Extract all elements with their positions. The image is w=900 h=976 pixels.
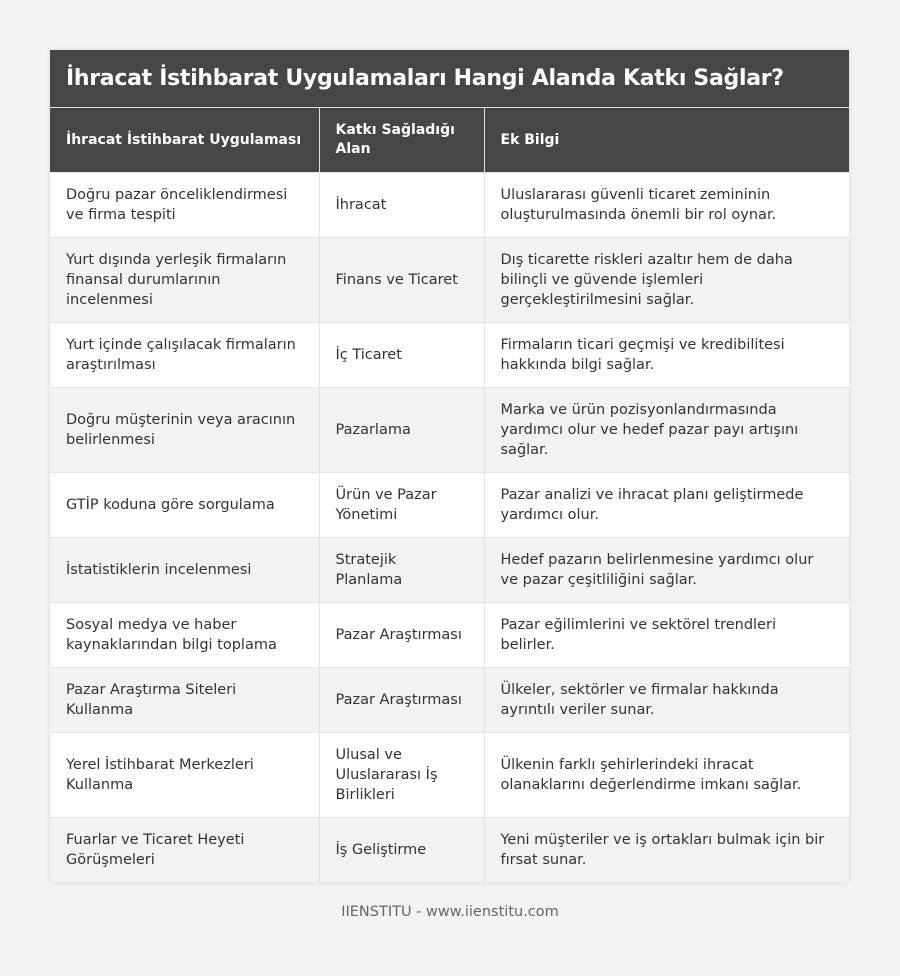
cell-application: İstatistiklerin incelenmesi bbox=[50, 538, 319, 603]
table-row bbox=[50, 323, 849, 388]
cell-application: GTİP koduna göre sorgulama bbox=[50, 473, 319, 538]
column-header-area: Katkı Sağladığı Alan bbox=[319, 108, 484, 173]
table-row bbox=[50, 733, 849, 818]
table-row bbox=[50, 388, 849, 473]
cell-area: İhracat bbox=[319, 173, 484, 238]
cell-extra-info: Dış ticarette riskleri azaltır hem de daha bilinçli ve güvende işlemleri gerçekleştirilmesini sağlar. bbox=[484, 238, 849, 323]
table-row bbox=[50, 473, 849, 538]
cell-application: Yerel İstihbarat Merkezleri Kullanma bbox=[50, 733, 319, 818]
cell-application: Yurt içinde çalışılacak firmaların araştırılması bbox=[50, 323, 319, 388]
cell-extra-info: Firmaların ticari geçmişi ve kredibilitesi hakkında bilgi sağlar. bbox=[484, 323, 849, 388]
cell-extra-info: Ülkeler, sektörler ve firmalar hakkında ayrıntılı veriler sunar. bbox=[484, 668, 849, 733]
table-row bbox=[50, 173, 849, 238]
footer-credit: IIENSTITU - www.iienstitu.com bbox=[341, 904, 559, 920]
table-row bbox=[50, 603, 849, 668]
cell-area: Pazarlama bbox=[319, 388, 484, 473]
cell-extra-info: Ülkenin farklı şehirlerindeki ihracat olanaklarını değerlendirme imkanı sağlar. bbox=[484, 733, 849, 818]
cell-extra-info: Yeni müşteriler ve iş ortakları bulmak için bir fırsat sunar. bbox=[484, 818, 849, 883]
cell-application: Pazar Araştırma Siteleri Kullanma bbox=[50, 668, 319, 733]
table-row bbox=[50, 668, 849, 733]
cell-area: İç Ticaret bbox=[319, 323, 484, 388]
cell-area: Stratejik Planlama bbox=[319, 538, 484, 603]
cell-area: Pazar Araştırması bbox=[319, 603, 484, 668]
cell-application: Doğru müşterinin veya aracının belirlenmesi bbox=[50, 388, 319, 473]
cell-extra-info: Uluslararası güvenli ticaret zemininin oluşturulmasında önemli bir rol oynar. bbox=[484, 173, 849, 238]
cell-area: Ürün ve Pazar Yönetimi bbox=[319, 473, 484, 538]
cell-application: Doğru pazar önceliklendirmesi ve firma tespiti bbox=[50, 173, 319, 238]
table-row bbox=[50, 238, 849, 323]
cell-area: Finans ve Ticaret bbox=[319, 238, 484, 323]
column-header-extra-info: Ek Bilgi bbox=[484, 108, 849, 173]
cell-extra-info: Hedef pazarın belirlenmesine yardımcı olur ve pazar çeşitliliğini sağlar. bbox=[484, 538, 849, 603]
data-table bbox=[50, 108, 849, 882]
table-header-row bbox=[50, 108, 849, 173]
table-title: İhracat İstihbarat Uygulamaları Hangi Alanda Katkı Sağlar? bbox=[50, 50, 849, 108]
table-row bbox=[50, 818, 849, 883]
cell-application: Yurt dışında yerleşik firmaların finansal durumlarının incelenmesi bbox=[50, 238, 319, 323]
column-header-application: İhracat İstihbarat Uygulaması bbox=[50, 108, 319, 173]
table-row bbox=[50, 538, 849, 603]
cell-extra-info: Marka ve ürün pozisyonlandırmasında yardımcı olur ve hedef pazar payı artışını sağlar. bbox=[484, 388, 849, 473]
cell-extra-info: Pazar analizi ve ihracat planı geliştirmede yardımcı olur. bbox=[484, 473, 849, 538]
cell-application: Fuarlar ve Ticaret Heyeti Görüşmeleri bbox=[50, 818, 319, 883]
cell-area: İş Geliştirme bbox=[319, 818, 484, 883]
cell-area: Ulusal ve Uluslararası İş Birlikleri bbox=[319, 733, 484, 818]
cell-area: Pazar Araştırması bbox=[319, 668, 484, 733]
data-table-card bbox=[50, 50, 849, 882]
cell-extra-info: Pazar eğilimlerini ve sektörel trendleri belirler. bbox=[484, 603, 849, 668]
cell-application: Sosyal medya ve haber kaynaklarından bilgi toplama bbox=[50, 603, 319, 668]
